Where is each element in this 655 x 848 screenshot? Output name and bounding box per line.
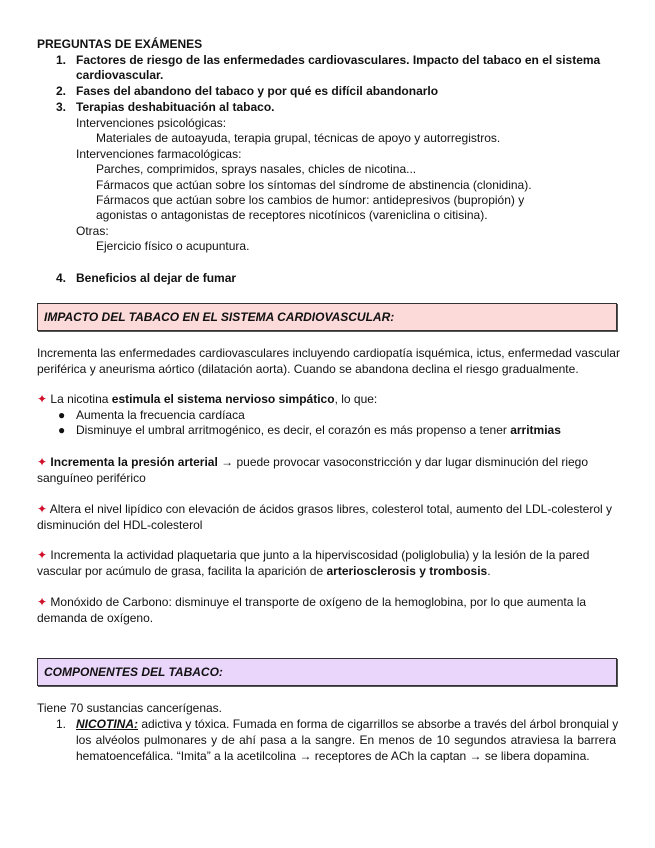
- other-text: Ejercicio físico o acupuntura.: [96, 239, 250, 253]
- psych-label: Intervenciones psicológicas:: [76, 116, 227, 130]
- co-paragraph-cont: demanda de oxígeno.: [37, 611, 154, 625]
- question-1: 1. Factores de riesgo de las enfermedades cardiovasculares. Impacto del tabaco en el sistema: [56, 53, 601, 67]
- nicotine-line: NICOTINA: adictiva y tóxica. Fumada en forma de cigarrillos se absorbe a través del árbol bronquial y: [76, 717, 619, 731]
- question-4: 4. Beneficios al dejar de fumar: [56, 271, 237, 285]
- lipid-paragraph-cont: disminución del HDL-colesterol: [37, 518, 203, 532]
- star-bullet-icon: ✦: [37, 595, 48, 609]
- star-bullet-icon: ✦: [37, 502, 48, 516]
- other-label: Otras:: [76, 224, 109, 238]
- pharm-line: agonistas o antagonistas de receptores nicotínicos (vareniclina o citisina).: [96, 208, 488, 222]
- intro-line: periférica y aneurisma aórtico (dilatación aorta). Cuando se abandona declina el riesgo gradualmente.: [37, 362, 579, 376]
- star-bullet-icon: ✦: [37, 392, 48, 406]
- pharm-line: Parches, comprimidos, sprays nasales, chicles de nicotina...: [96, 162, 417, 176]
- pressure-paragraph-cont: sanguíneo periférico: [37, 471, 146, 485]
- pharm-line: Fármacos que actúan sobre los cambios de humor: antidepresivos (bupropión) y: [96, 193, 525, 207]
- question-2: 2. Fases del abandono del tabaco y por qué es difícil abandonarlo: [56, 84, 439, 98]
- intro-line: Incrementa las enfermedades cardiovasculares incluyendo cardiopatía isquémica, ictus, enfermedad vascular: [37, 346, 620, 360]
- section-heading: IMPACTO DEL TABACO EN EL SISTEMA CARDIOVASCULAR:: [44, 310, 395, 324]
- section-heading-box: [37, 303, 617, 331]
- question-1-cont: cardiovascular.: [76, 68, 164, 82]
- nicotine-number: 1.: [56, 717, 67, 731]
- nicotine-paragraph: ✦ La nicotina estimula el sistema nervioso simpático, lo que:: [37, 392, 378, 406]
- co-paragraph: ✦ Monóxido de Carbono: disminuye el transporte de oxígeno de la hemoglobina, por lo que aumenta la: [37, 595, 587, 609]
- components-intro: Tiene 70 sustancias cancerígenas.: [37, 701, 222, 715]
- lipid-paragraph: ✦ Altera el nivel lipídico con elevación de ácidos grasos libres, colesterol total, aumento del LDL-colesterol y: [37, 502, 613, 516]
- section-heading-box: [37, 658, 617, 686]
- pressure-paragraph: ✦ Incrementa la presión arterial → puede provocar vasoconstricción y dar lugar disminución del riego: [37, 455, 589, 469]
- star-bullet-icon: ✦: [37, 548, 48, 562]
- list-item: ● Aumenta la frecuencia cardíaca: [58, 408, 245, 422]
- platelet-paragraph-cont: vascular por acúmulo de grasa, facilita la aparición de arteriosclerosis y trombosis.: [37, 564, 491, 578]
- page-title: PREGUNTAS DE EXÁMENES: [37, 37, 203, 51]
- psych-text: Materiales de autoayuda, terapia grupal, técnicas de apoyo y autorregistros.: [96, 131, 501, 145]
- question-3: 3. Terapias deshabituación al tabaco.: [56, 100, 275, 114]
- section-heading: COMPONENTES DEL TABACO:: [44, 665, 223, 679]
- pharm-line: Fármacos que actúan sobre los síntomas del síndrome de abstinencia (clonidina).: [96, 178, 532, 192]
- nicotine-line: hematoencefálica. “Imita” a la acetilcolina → receptores de ACh la captan → se libera dopamina.: [76, 749, 590, 763]
- platelet-paragraph: ✦ Incrementa la actividad plaquetaria que junto a la hiperviscosidad (poliglobulia) y la lesión de la pared: [37, 548, 590, 562]
- pharm-label: Intervenciones farmacológicas:: [76, 147, 242, 161]
- star-bullet-icon: ✦: [37, 455, 48, 469]
- nicotine-line: los alvéolos pulmonares y de ahí pasa a la sangre. En menos de 10 segundos atraviesa la barrera: [76, 733, 616, 747]
- list-item: ● Disminuye el umbral arritmogénico, es decir, el corazón es más propenso a tener arritmias: [58, 423, 561, 437]
